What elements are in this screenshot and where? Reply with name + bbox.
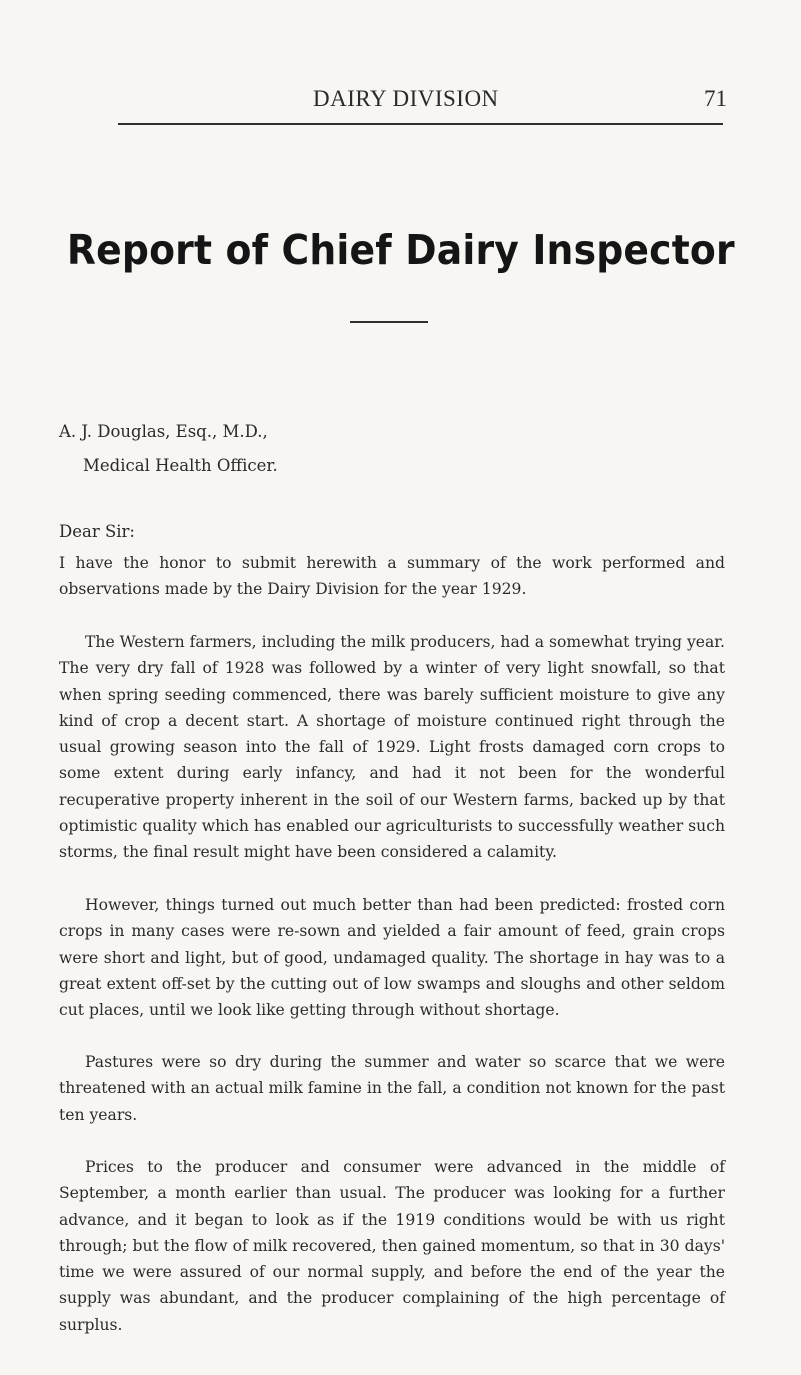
addressee-position: Medical Health Officer. xyxy=(83,456,278,475)
paragraph-prices: Prices to the producer and consumer were advanced in the middle of September, a month earlier than usual. The producer was looking for a further advance, and it began to look as if the 1919 conditions would be with us right through; but the flow of milk recovered, then gained momentum, so that in 30 days' time we were assured of our normal supply, and before the end of the year the supply was abundant, and the producer complaining of the high percentage of surplus. xyxy=(59,1158,725,1334)
page-number: 71 xyxy=(704,86,727,111)
title-rule xyxy=(350,321,428,323)
header-rule xyxy=(118,123,723,125)
paragraph-intro: I have the honor to submit herewith a summary of the work performed and observations made by the Dairy Division for the year 1929. xyxy=(59,554,725,599)
salutation: Dear Sir: xyxy=(59,522,135,541)
paragraph-western-farmers: The Western farmers, including the milk producers, had a somewhat trying year. The very dry fall of 1928 was followed by a winter of very light snowfall, so that when spring seeding commenced, there was barely sufficient moisture to give any kind of crop a decent start. A shortage of moisture continued right through the usual growing season into the fall of 1929. Light frosts damaged corn crops to some extent during early infancy, and had it not been for the wonderful recuperative property inherent in the soil of our Western farms, backed up by that optimistic quality which has enabled our agriculturists to successfully weather such storms, the final result might have been considered a calamity. xyxy=(59,633,725,862)
paragraph-however: However, things turned out much better than had been predicted: frosted corn crops in many cases were re-sown and yielded a fair amount of feed, grain crops were short and light, but of good, undamaged quality. The shortage in hay was to a great extent off-set by the cutting out of low swamps and sloughs and other seldom cut places, until we look like getting through without shortage. xyxy=(59,896,725,1020)
paragraph-pastures: Pastures were so dry during the summer and water so scarce that we were threatened with an actual milk famine in the fall, a condition not known for the past ten years. xyxy=(59,1053,725,1124)
addressee-name: A. J. Douglas, Esq., M.D., xyxy=(59,422,268,441)
running-head: DAIRY DIVISION xyxy=(313,86,499,111)
page-title: Report of Chief Dairy Inspector xyxy=(66,226,735,274)
